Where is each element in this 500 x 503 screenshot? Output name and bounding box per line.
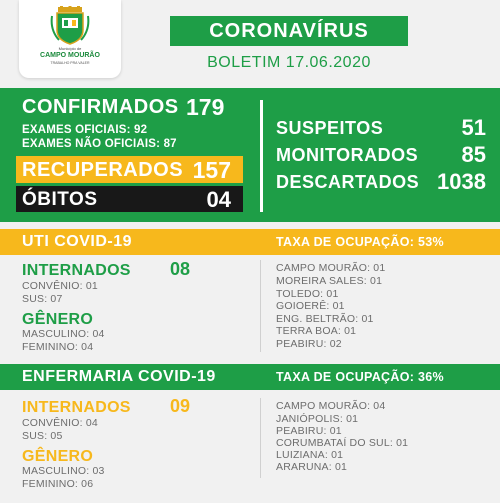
uti-city: GOIOERÊ: 01 (276, 300, 345, 312)
descartados-value: 1038 (437, 169, 486, 194)
suspeitos-value: 51 (461, 115, 486, 140)
enfermaria-city: CAMPO MOURÃO: 04 (276, 400, 386, 412)
uti-city: TERRA BOA: 01 (276, 325, 357, 337)
descartados-row (276, 169, 486, 196)
logo-tagline: TRABALHO PRA VALER (50, 61, 90, 65)
uti-band (0, 229, 500, 255)
monitorados-label: MONITORADOS (276, 145, 419, 165)
uti-rate: TAXA DE OCUPAÇÃO: 53% (276, 235, 444, 249)
confirmados-label: CONFIRMADOS (22, 96, 179, 118)
enfermaria-city: CORUMBATAÍ DO SUL: 01 (276, 437, 409, 449)
enfermaria-internados-value: 09 (170, 396, 191, 416)
uti-internados-value: 08 (170, 259, 191, 279)
recuperados-box (16, 156, 243, 183)
enfermaria-masculino: MASCULINO: 03 (22, 465, 105, 477)
recuperados-label: RECUPERADOS (22, 159, 184, 181)
exames-oficiais: EXAMES OFICIAIS: 92 (22, 124, 148, 136)
uti-title: UTI COVID-19 (22, 233, 133, 250)
enfermaria-genero-label: GÊNERO (22, 448, 94, 465)
uti-sus: SUS: 07 (22, 293, 63, 305)
uti-city: PEABIRU: 02 (276, 338, 342, 350)
uti-internados-label: INTERNADOS (22, 262, 131, 279)
monitorados-row (276, 142, 486, 169)
enfermaria-title: ENFERMARIA COVID-19 (22, 368, 216, 385)
enfermaria-internados-label: INTERNADOS (22, 399, 131, 416)
enfermaria-separator (260, 398, 261, 478)
obitos-value: 04 (206, 187, 231, 212)
logo-city-name: CAMPO MOURÃO (40, 52, 100, 59)
uti-city: ENG. BELTRÃO: 01 (276, 313, 374, 325)
confirmados-value: 179 (186, 94, 225, 120)
summary-divider (260, 100, 263, 212)
municipality-logo (19, 0, 121, 78)
page-title: CORONAVÍRUS (170, 16, 408, 46)
logo-pretitle: Município de (58, 46, 82, 51)
enfermaria-sus: SUS: 05 (22, 430, 63, 442)
enfermaria-band (0, 364, 500, 390)
uti-city: CAMPO MOURÃO: 01 (276, 262, 386, 274)
uti-city: TOLEDO: 01 (276, 288, 339, 300)
suspeitos-row (276, 115, 486, 142)
uti-masculino: MASCULINO: 04 (22, 328, 105, 340)
obitos-label: ÓBITOS (22, 189, 98, 210)
monitorados-value: 85 (461, 142, 486, 167)
recuperados-value: 157 (192, 157, 231, 183)
enfermaria-feminino: FEMININO: 06 (22, 478, 94, 490)
uti-feminino: FEMININO: 04 (22, 341, 94, 353)
uti-separator (260, 260, 261, 352)
uti-city: MOREIRA SALES: 01 (276, 275, 383, 287)
enfermaria-city: LUIZIANA: 01 (276, 449, 344, 461)
descartados-label: DESCARTADOS (276, 172, 420, 192)
uti-genero-label: GÊNERO (22, 311, 94, 328)
enfermaria-city: PEABIRU: 01 (276, 425, 342, 437)
enfermaria-convenio: CONVÊNIO: 04 (22, 417, 98, 429)
coat-of-arms-icon (49, 6, 91, 46)
obitos-box (16, 186, 243, 212)
enfermaria-city: ARARUNA: 01 (276, 461, 348, 473)
bulletin-date: BOLETIM 17.06.2020 (207, 54, 371, 71)
exames-nao-oficiais: EXAMES NÃO OFICIAIS: 87 (22, 138, 177, 150)
enfermaria-rate: TAXA DE OCUPAÇÃO: 36% (276, 370, 444, 384)
suspeitos-label: SUSPEITOS (276, 118, 384, 138)
uti-convenio: CONVÊNIO: 01 (22, 280, 98, 292)
enfermaria-city: JANIÓPOLIS: 01 (276, 413, 359, 425)
